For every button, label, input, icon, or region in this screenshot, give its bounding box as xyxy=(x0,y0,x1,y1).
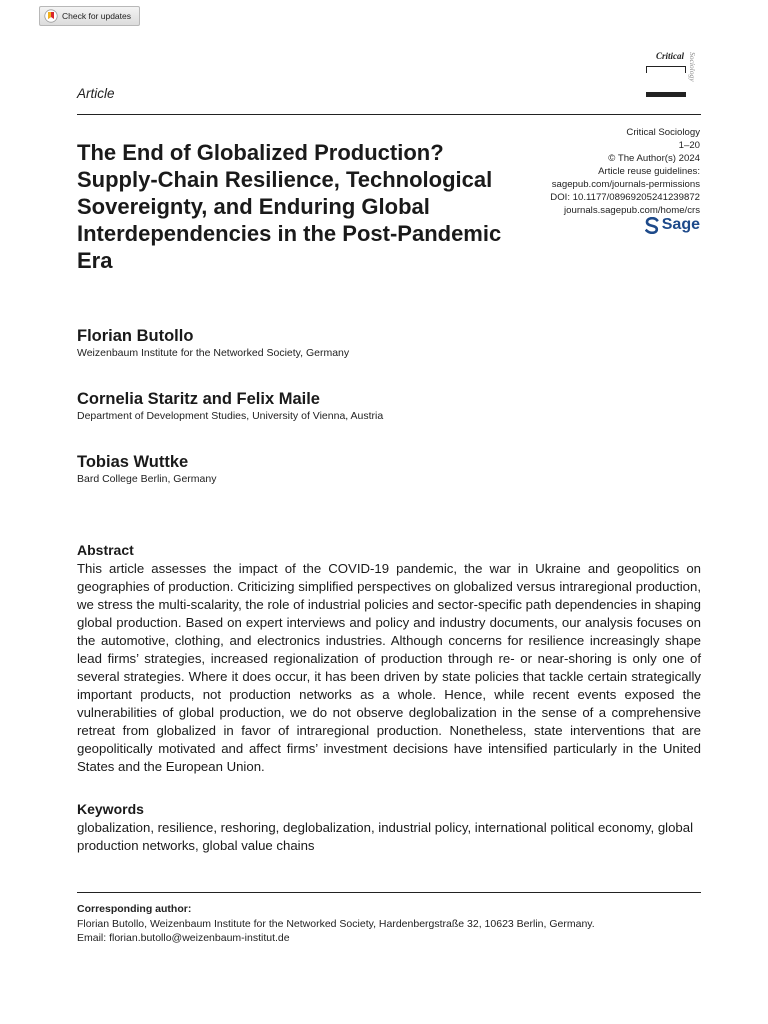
sage-wordmark: Sage xyxy=(661,216,700,233)
keywords-heading: Keywords xyxy=(77,801,144,817)
article-title: The End of Globalized Production? Supply-Chain Resilience, Technological Sovereignty, and Enduring Global Interdependencies in the Post-Pandemic Era xyxy=(77,140,502,273)
journal-logo-word-sociology: Sociology xyxy=(688,52,697,82)
author-affiliation: Weizenbaum Institute for the Networked Society, Germany xyxy=(77,347,350,359)
journal-logo xyxy=(644,50,702,102)
keywords-text: globalization, resilience, reshoring, deglobalization, industrial policy, international political economy, global production networks, global value chains xyxy=(77,820,694,853)
journal-logo-word-critical: Critical xyxy=(656,51,685,61)
corresponding-author-heading: Corresponding author: xyxy=(77,903,192,915)
corresponding-author xyxy=(77,902,701,946)
check-for-updates-button[interactable] xyxy=(39,6,140,26)
journal-logo-bar xyxy=(646,92,686,97)
author-block xyxy=(77,389,383,423)
doi-link[interactable]: DOI: 10.1177/08969205241239872 xyxy=(550,192,700,203)
footnote-divider xyxy=(77,892,701,893)
journal-info xyxy=(460,126,700,217)
article-type-label: Article xyxy=(77,86,115,101)
reuse-guidelines-link[interactable]: sagepub.com/journals-permissions xyxy=(551,179,700,190)
journal-logo-bracket xyxy=(646,66,686,73)
author-name: Florian Butollo xyxy=(77,327,194,345)
abstract-text: This article assesses the impact of the COVID-19 pandemic, the war in Ukraine and geopolitics on geographies of production. Criticizing simplified perspectives on globalized versus intraregional production, we stress the multi-scalarity, the role of industrial policies and sector-specific path dependencies in shaping global production. Based on expert interviews and policy and industry documents, our analysis focuses on the automotive, clothing, and electronics industries. Although concerns for resilience increasingly shape lead firms’ strategies, increased regionalization of production through re- or near-shoring is only one of several strategies. Where it does occur, it has been driven by state policies that tackle certain strategically important products, not production networks as a whole. Hence, while recent events exposed the vulnerabilities of global production, we do not observe deglobalization in the sense of a comprehensive retreat from globalized in favor of intraregional production. Nonetheless, state interventions that are geopolitically motivated and affect firms’ investment decisions have intensified particularly in the United States and the European Union. xyxy=(77,561,701,774)
sage-logo xyxy=(645,216,700,234)
corresponding-author-address: Florian Butollo, Weizenbaum Institute for the Networked Society, Hardenbergstraße 32, 10623 Berlin, Germany. xyxy=(77,917,595,930)
author-name: Cornelia Staritz and Felix Maile xyxy=(77,390,320,408)
author-block xyxy=(77,326,349,360)
corresponding-author-email[interactable]: Email: florian.butollo@weizenbaum-institut.de xyxy=(77,932,290,944)
check-for-updates-label: Check for updates xyxy=(62,11,131,21)
sage-s-icon xyxy=(645,217,659,234)
journal-name: Critical Sociology xyxy=(626,127,700,138)
journal-homepage-link[interactable]: journals.sagepub.com/home/crs xyxy=(564,205,700,216)
author-block xyxy=(77,452,216,486)
crossmark-icon xyxy=(44,9,58,23)
abstract-heading: Abstract xyxy=(77,542,134,558)
author-name: Tobias Wuttke xyxy=(77,453,189,471)
author-affiliation: Department of Development Studies, University of Vienna, Austria xyxy=(77,410,384,422)
header-divider xyxy=(77,114,701,115)
copyright-notice: © The Author(s) 2024 xyxy=(608,153,700,164)
author-affiliation: Bard College Berlin, Germany xyxy=(77,473,217,485)
page-range: 1–20 xyxy=(678,140,700,151)
reuse-guidelines-label: Article reuse guidelines: xyxy=(598,166,700,177)
